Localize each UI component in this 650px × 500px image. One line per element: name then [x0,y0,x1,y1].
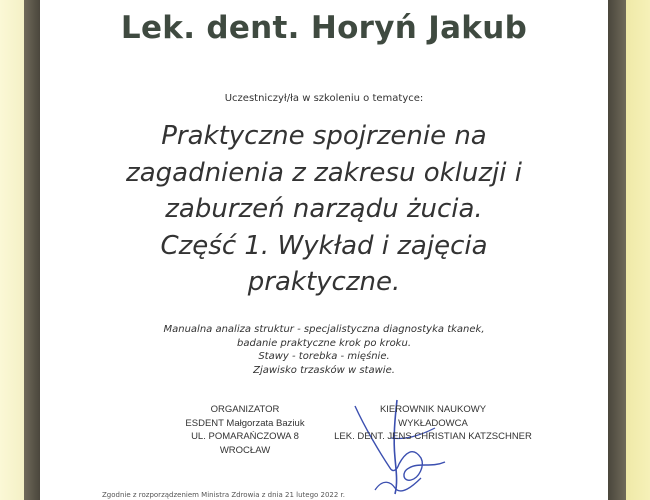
frame-right [608,0,650,500]
frame-left [0,0,40,500]
scientific-lead-block [308,403,558,444]
certificate-paper [40,0,608,500]
footer-note: Zgodnie z rozporządzeniem Ministra Zdrowia z dnia 21 lutego 2022 r. [102,491,346,499]
description-line: Zjawisko trzasków w stawie. [253,364,395,376]
description-line: badanie praktyczne krok po kroku. [237,337,411,349]
course-title-line: zaburzeń narządu żucia. [165,194,483,224]
course-title-line: zagadnienia z zakresu okluzji i [126,157,522,188]
organizer-name: ESDENT Małgorzata Baziuk [185,417,305,429]
scientific-lead-role: WYKŁADOWCA [398,417,468,429]
organizer-street: UL. POMARAŃCZOWA 8 [191,431,299,442]
recipient-name: Lek. dent. Horyń Jakub [120,10,528,46]
course-title-line: praktyczne. [247,267,401,297]
scientific-lead-heading: KIEROWNIK NAUKOWY [379,404,487,415]
course-title-line: Praktyczne spojrzenie na [161,121,487,151]
course-title [60,118,588,301]
organizer-city: WROCŁAW [219,444,271,456]
description-line: Stawy - torebka - mięśnie. [258,351,390,362]
intro-text: Uczestniczył/ła w szkoleniu o tematyce: [224,93,424,104]
scientific-lead-name: LEK. DENT. JENS CHRISTIAN KATZSCHNER [334,431,532,442]
course-description [40,323,608,377]
organizer-heading: ORGANIZATOR [210,404,280,415]
course-title-line: Część 1. Wykład i zajęcia [160,230,488,261]
description-line: Manualna analiza struktur - specjalistyczna diagnostyka tkanek, [163,324,485,335]
